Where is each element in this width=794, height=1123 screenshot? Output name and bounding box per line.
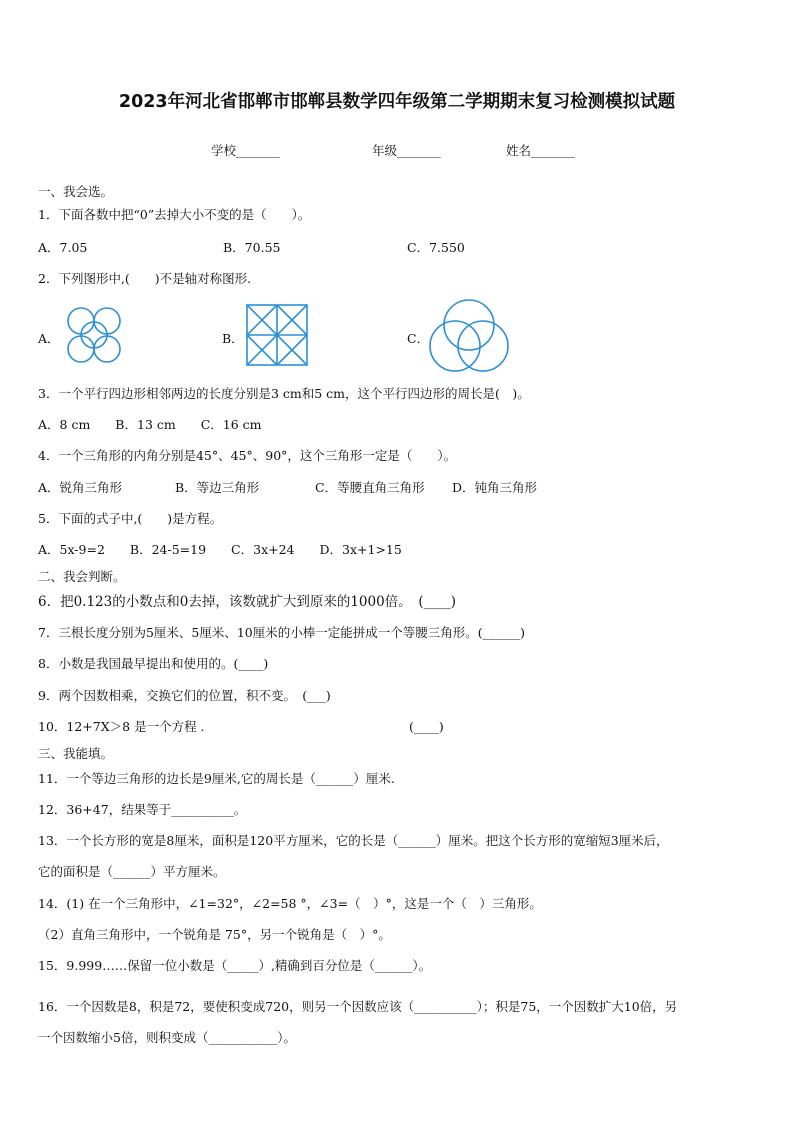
question-11: 11．一个等边三角形的边长是9厘米,它的周长是（______）厘米. — [38, 771, 395, 786]
section-heading-3: 三、我能填。 — [38, 746, 114, 761]
question-5: 5．下面的式子中,( )是方程。 — [38, 511, 223, 526]
question-14-line2: （2）直角三角形中，一个锐角是 75°，另一个锐角是（ ）°。 — [38, 927, 391, 942]
question-4: 4．一个三角形的内角分别是45°、45°、90°，这个三角形一定是（ ）。 — [38, 448, 457, 463]
question-2: 2．下列图形中,( )不是轴对称图形. — [38, 271, 252, 286]
q1-option-c: C．7.550 — [407, 240, 465, 255]
question-15: 15．9.999……保留一位小数是（_____）,精确到百分位是（______）。 — [38, 958, 432, 973]
q2-option-a-label: A． — [38, 331, 60, 346]
question-1: 1．下面各数中把“0”去掉大小不变的是（ ）。 — [38, 207, 311, 222]
flower-figure — [60, 302, 128, 368]
q4-option-c: C．等腰直角三角形 — [315, 480, 425, 495]
q2-option-c-label: C． — [407, 331, 430, 346]
question-14-line1: 14．(1) 在一个三角形中，∠1=32°，∠2=58 °，∠3=（ ）°，这是一个（ ）三角形。 — [38, 896, 542, 911]
question-16-line1: 16．一个因数是8，积是72，要使积变成720，则另一个因数应该（__________）；积是75，一个因数扩大10倍，另 — [38, 999, 678, 1014]
pinwheel-figure — [245, 303, 309, 367]
question-16-line2: 一个因数缩小5倍，则积变成（___________）。 — [38, 1030, 296, 1045]
page-title: 2023年河北省邯郸市邯郸县数学四年级第二学期期末复习检测模拟试题 — [118, 92, 676, 112]
q4-option-a: A．锐角三角形 — [38, 480, 123, 495]
grade-field: 年级_______ — [372, 143, 441, 158]
question-7: 7．三根长度分别为5厘米、5厘米、10厘米的小棒一定能拼成一个等腰三角形。(______) — [38, 625, 526, 640]
q4-option-d: D．钝角三角形 — [452, 480, 538, 495]
q1-option-b: B．70.55 — [223, 240, 281, 255]
q1-option-a: A．7.05 — [38, 240, 88, 255]
question-9: 9．两个因数相乘，交换它们的位置，积不变。 (___) — [38, 688, 331, 703]
q5-options: A．5x-9=2 B．24-5=19 C．3x+24 D．3x+1>15 — [38, 542, 402, 557]
name-field: 姓名_______ — [506, 143, 575, 158]
school-field: 学校_______ — [211, 143, 280, 158]
question-13-line1: 13．一个长方形的宽是8厘米，面积是120平方厘米，它的长是（______）厘米。把这个长方形的宽缩短3厘米后， — [38, 833, 669, 848]
q10-blank: (____) — [409, 719, 444, 734]
q2-option-b-label: B． — [222, 331, 244, 346]
q3-options: A．8 cm B．13 cm C．16 cm — [38, 417, 262, 432]
question-13-line2: 它的面积是（______）平方厘米。 — [38, 864, 226, 879]
section-heading-1: 一、我会选。 — [38, 184, 114, 199]
section-heading-2: 二、我会判断。 — [38, 569, 126, 584]
question-6: 6．把0.123的小数点和0去掉，该数就扩大到原来的1000倍。 (____) — [38, 594, 456, 610]
question-12: 12．36+47，结果等于__________。 — [38, 802, 247, 817]
q4-option-b: B．等边三角形 — [175, 480, 260, 495]
question-8: 8．小数是我国最早提出和使用的。(____) — [38, 656, 269, 671]
question-10: 10．12+7X＞8 是一个方程 . — [38, 719, 205, 734]
question-3: 3．一个平行四边形相邻两边的长度分别是3 cm和5 cm，这个平行四边形的周长是( )。 — [38, 386, 530, 401]
three-circle-figure — [428, 298, 510, 372]
